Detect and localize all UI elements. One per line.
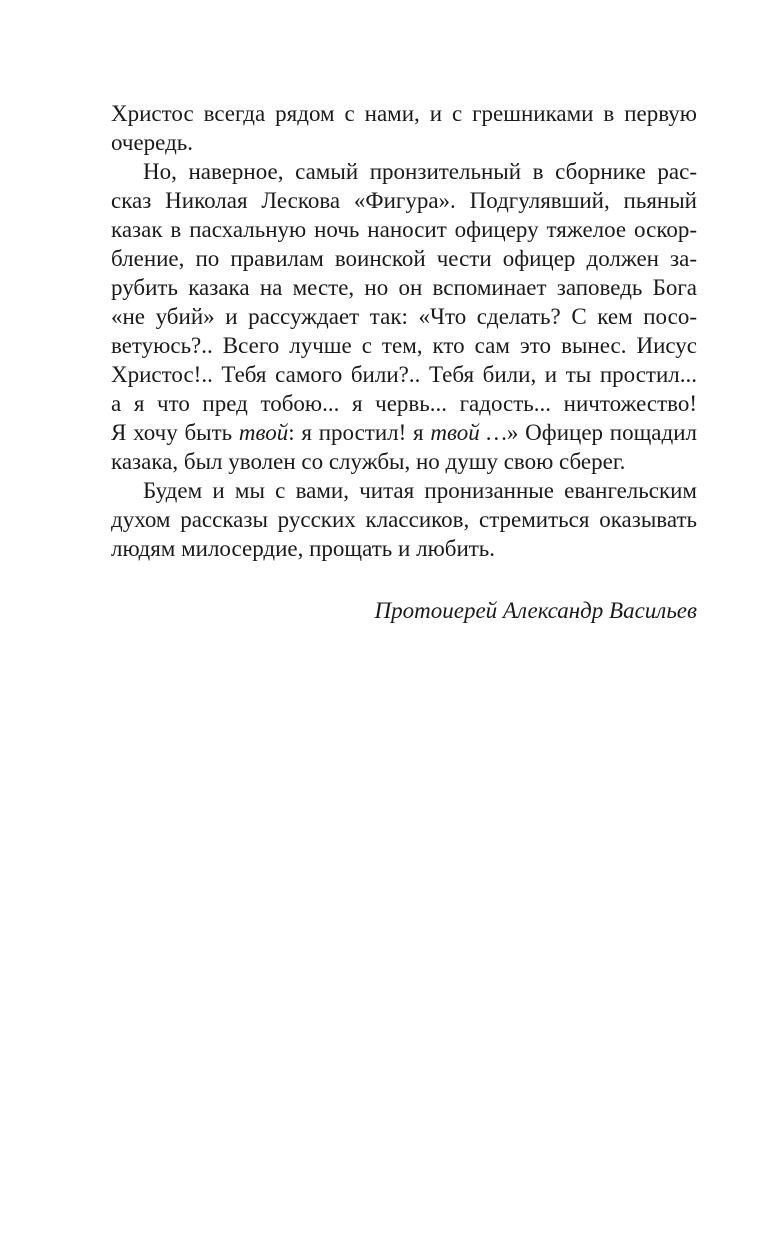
text-line: казак в пасхальную ночь наносит офицеру тяжелое оскор-	[111, 217, 697, 242]
text-segment: Я хочу быть	[111, 420, 239, 445]
text-segment: » Офицер пощадил	[506, 420, 697, 445]
text-line: Христос!.. Тебя самого били?.. Тебя били, и ты простил...	[111, 362, 697, 387]
text-line-with-italics	[111, 418, 697, 447]
text-line: людям милосердие, прощать и любить.	[111, 536, 496, 561]
text-line: казака, был уволен со службы, но душу свою сберег.	[111, 449, 626, 474]
italic-word: твой …	[430, 420, 507, 445]
text-line: а я что пред тобою... я червь... гадость... ничтожество!	[111, 391, 697, 416]
italic-word: твой	[238, 420, 289, 445]
text-line: сказ Николая Лескова «Фигура». Подгулявший, пьяный	[111, 188, 697, 213]
text-line: рубить казака на месте, но он вспоминает заповедь Бога	[111, 275, 697, 300]
text-line: духом рассказы русских классиков, стремиться оказывать	[111, 507, 697, 532]
paragraph-2	[111, 157, 697, 476]
paragraph-1	[111, 99, 697, 157]
text-line: ветуюсь?.. Всего лучше с тем, кто сам это вынес. Иисус	[111, 333, 697, 358]
paragraph-3	[111, 476, 697, 563]
text-line: Христос всегда рядом с нами, и с грешниками в первую	[111, 101, 697, 126]
author-signature: Протоиерей Александр Васильев	[374, 598, 697, 623]
text-line: бление, по правилам воинской чести офицер должен за-	[111, 246, 697, 271]
text-line: Будем и мы с вами, читая пронизанные евангельским	[143, 478, 697, 503]
text-line: очередь.	[111, 130, 194, 155]
text-line: «не убий» и рассуждает так: «Что сделать? С кем посо-	[111, 304, 697, 329]
book-page-text	[111, 99, 697, 563]
text-segment: : я простил! я	[288, 420, 431, 445]
text-line: Но, наверное, самый пронзительный в сборнике рас-	[143, 159, 697, 184]
